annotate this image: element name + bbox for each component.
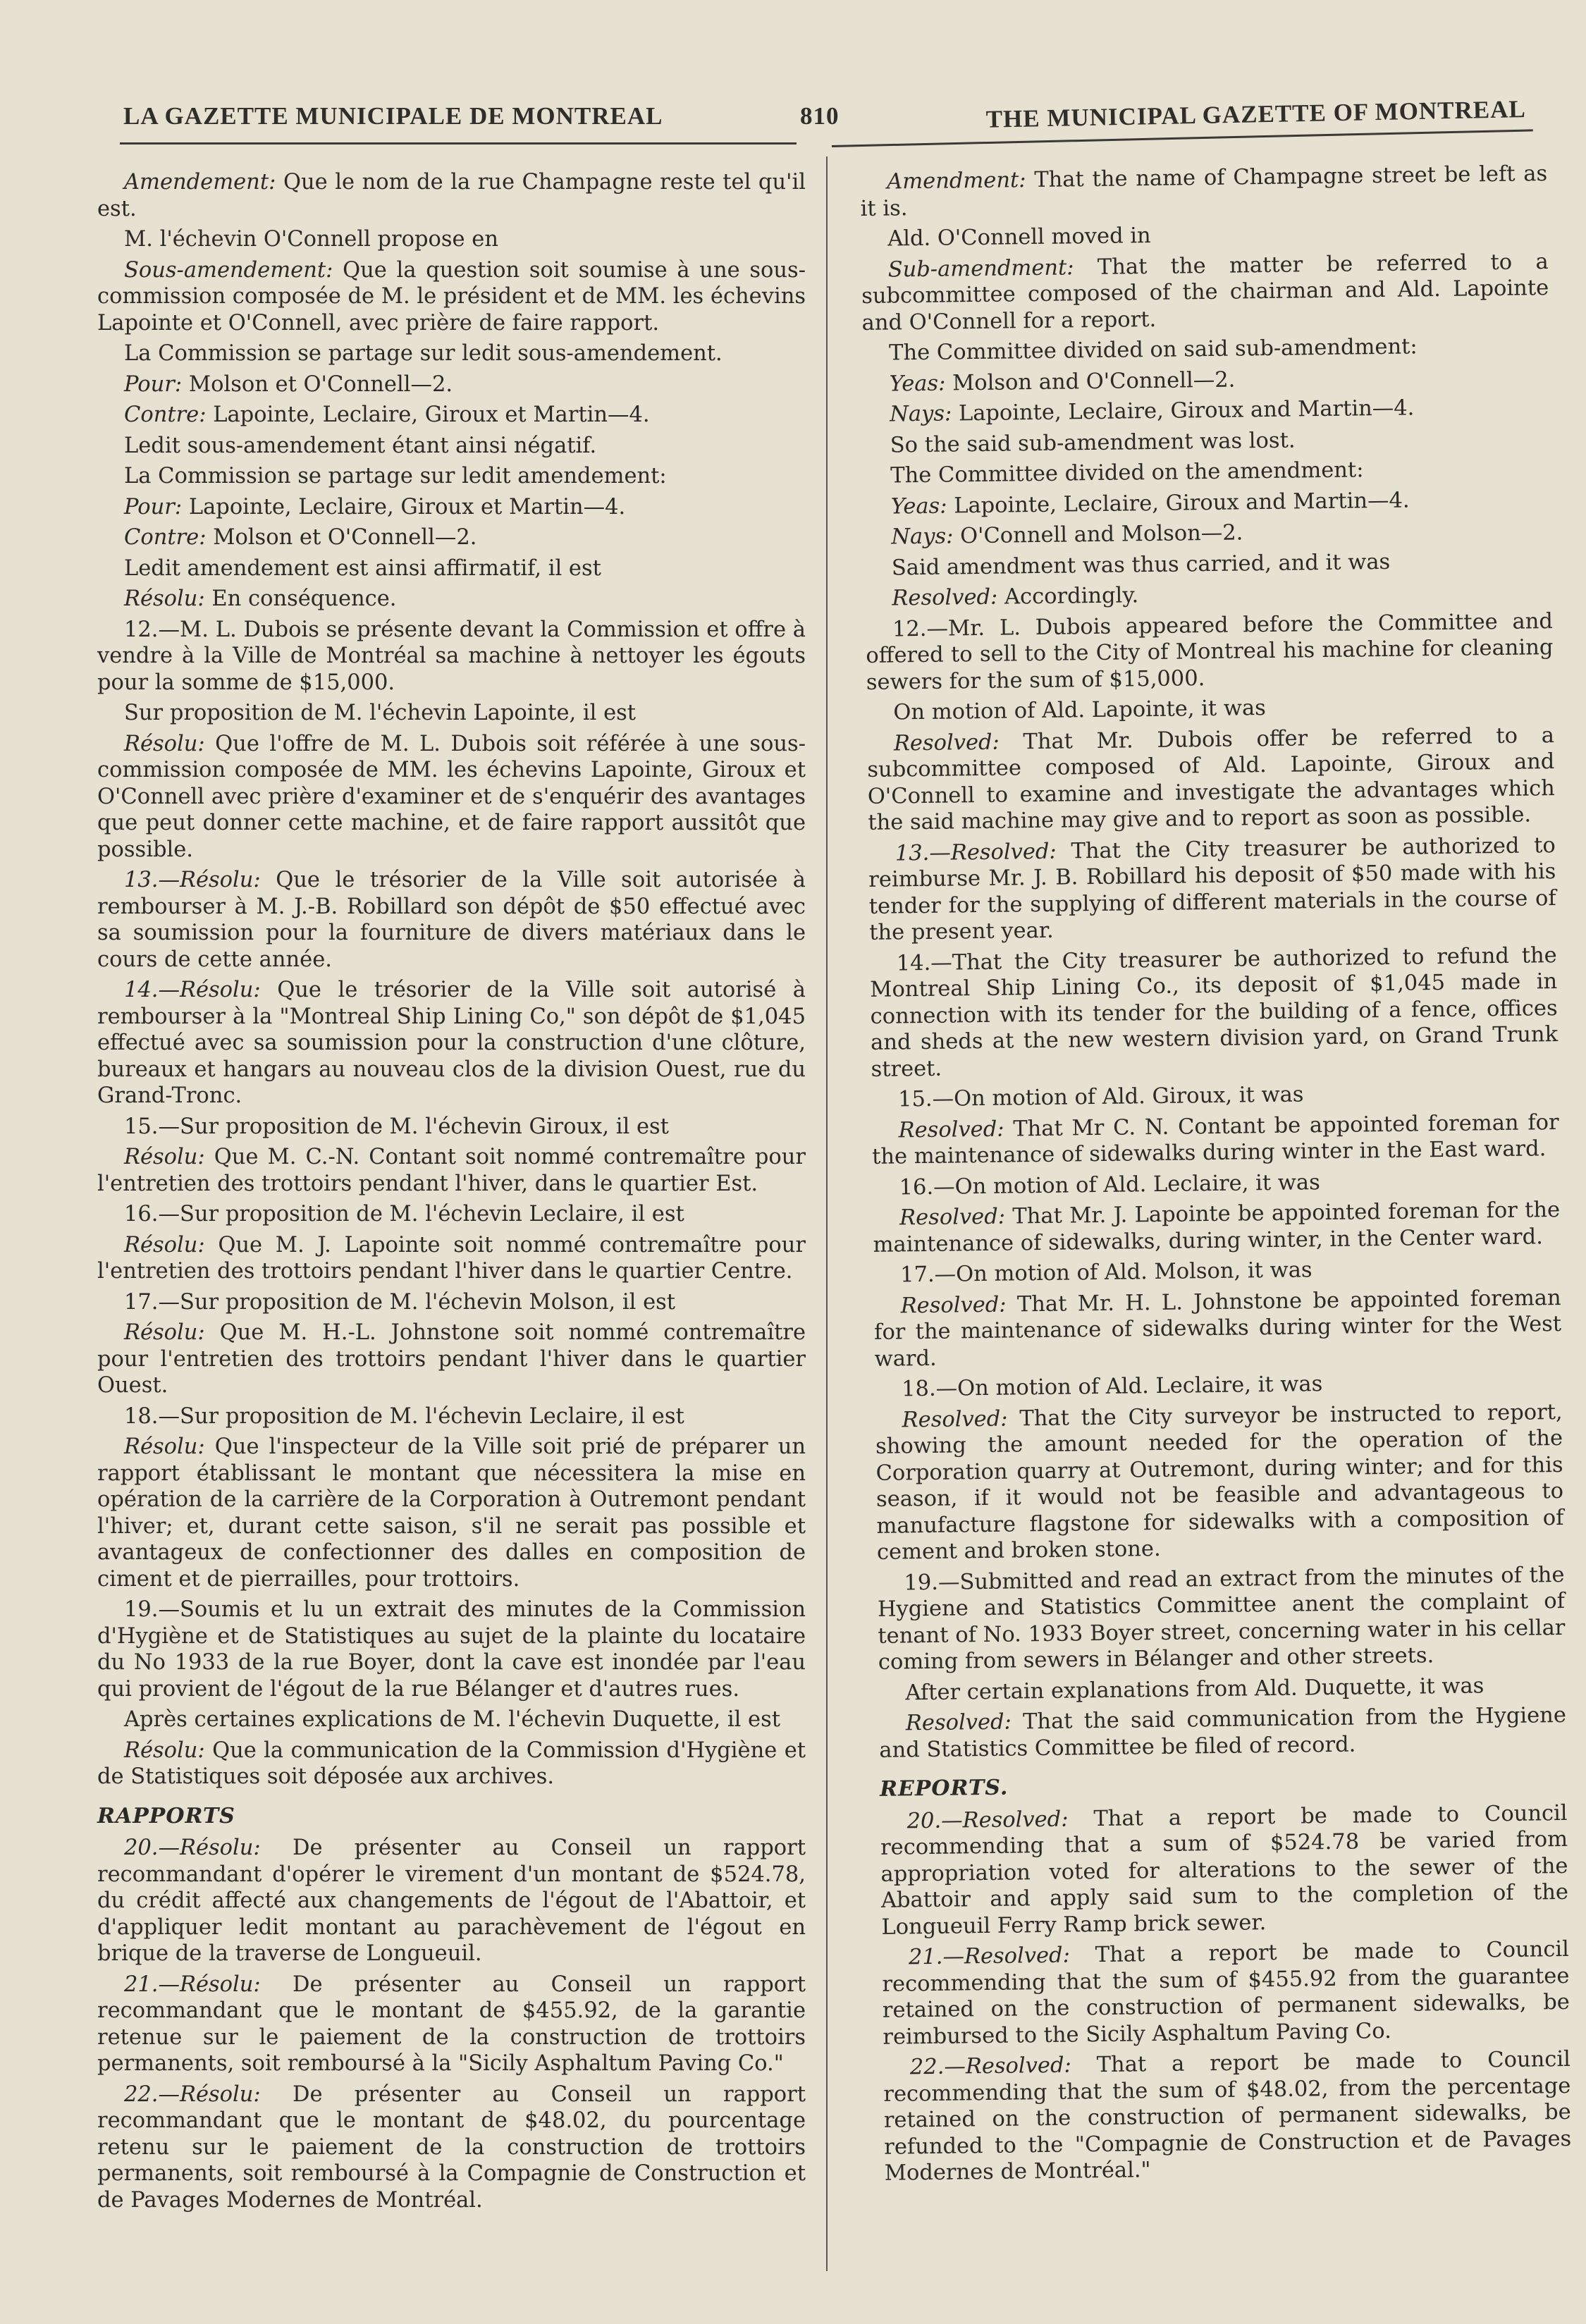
french-paragraph — [97, 1434, 806, 1592]
english-paragraph — [861, 249, 1549, 336]
french-paragraph — [97, 1289, 806, 1316]
english-text: After certain explanations from Ald. Duquette, it was — [905, 1673, 1484, 1705]
english-lead: Nays: — [890, 401, 952, 427]
page-number: 810 — [800, 102, 840, 130]
french-text: Que M. J. Lapointe soit nommé contremaître pour l'entretien des trottoirs pendant l'hiver dans le quartier Centre. — [97, 1232, 806, 1284]
french-paragraph — [97, 700, 806, 727]
french-text: 18.—Sur proposition de M. l'échevin Leclaire, il est — [124, 1403, 684, 1429]
french-text: Que le trésorier de la Ville soit autorisé à rembourser à la "Montreal Ship Lining Co," son dépôt de $1,045 effectué avec sa soumission pour la construction d'une clôture, bureaux et hangars au nouveau clos de la division Ouest, rue du Grand-Tronc. — [97, 978, 806, 1108]
english-text: That the City treasurer be authorized to reimburse Mr. J. B. Robillard his deposit of $50 made with his tender for the supplying of different materials in the course of the present year. — [868, 832, 1556, 945]
english-text: 19.—Submitted and read an extract from the minutes of the Hygiene and Statistics Committee anent the complaint of tenant of No. 1933 Boyer street, concerning water in his cellar coming from sewers in Bélanger and other streets. — [877, 1562, 1566, 1675]
english-paragraph — [863, 455, 1551, 489]
english-lead: Resolved: — [898, 1117, 1004, 1143]
english-lead: Resolved: — [893, 730, 1000, 756]
french-lead: Contre: — [124, 402, 207, 427]
english-lead: 13.—Resolved: — [895, 839, 1057, 866]
english-paragraph — [873, 1284, 1561, 1372]
english-text: 16.—On motion of Ald. Leclaire, it was — [899, 1169, 1320, 1200]
french-lead: Résolu: — [124, 1738, 205, 1763]
french-text: 15.—Sur proposition de M. l'échevin Giroux, il est — [124, 1114, 669, 1139]
english-text: That the name of Champagne street be left as it is. — [860, 161, 1548, 221]
english-text: That Mr. Dubois offer be referred to a subcommittee composed of Ald. Lapointe, Giroux and O'Connell to examine and investigate the advantages which the said machine may give and to report as soon as possible. — [867, 723, 1556, 835]
header-rule-left — [120, 142, 797, 145]
french-report-paragraph — [97, 2082, 806, 2214]
french-text: Que le trésorier de la Ville soit autorisée à rembourser à M. J.-B. Robillard son dépôt de $50 effectué avec sa soumission pour la fourniture de divers matériaux dans le cours de cette année. — [97, 868, 806, 972]
english-text: Lapointe, Leclaire, Giroux and Martin—4. — [947, 488, 1410, 519]
french-text: 12.—M. L. Dubois se présente devant la Commission et offre à vendre à la Ville de Montréal sa machine à nettoyer les égouts pour la somme de $15,000. — [97, 617, 806, 695]
english-text: 17.—On motion of Ald. Molson, it was — [899, 1258, 1313, 1288]
header-french-title: LA GAZETTE MUNICIPALE DE MONTREAL — [123, 102, 663, 130]
column-divider — [826, 156, 828, 2271]
english-paragraph — [860, 161, 1548, 222]
english-text: The Committee divided on said sub-amendment: — [888, 334, 1418, 366]
french-paragraph — [97, 977, 806, 1109]
english-text: Lapointe, Leclaire, Giroux and Martin—4. — [952, 395, 1415, 426]
french-report-lead: 22.—Résolu: — [124, 2082, 261, 2107]
english-paragraph — [865, 577, 1552, 612]
english-paragraph — [875, 1398, 1564, 1566]
english-report-text: That a report be made to Council recommending that a sum of $524.78 be varied from appropriation voted for alterations to the sewer of the Abattoir and apply said sum to the completion of the Longueuil Ferry Ramp brick sewer. — [880, 1800, 1569, 1940]
english-report-text: That a report be made to Council recommending that the sum of $455.92 from the guarantee retained on the construction of permanent sidewalks, be reimbursed to the Sicily Asphaltum Paving Co. — [882, 1936, 1570, 2050]
english-text: That Mr. J. Lapointe be appointed foreman for the maintenance of sidewalks, during winter, in the Center ward. — [873, 1197, 1561, 1258]
english-text: O'Connell and Molson—2. — [953, 520, 1243, 549]
french-reports — [97, 1835, 806, 2213]
french-text: Molson et O'Connell—2. — [182, 371, 453, 397]
french-text: 16.—Sur proposition de M. l'échevin Leclaire, il est — [124, 1202, 684, 1226]
english-lead: Resolved: — [902, 1406, 1008, 1432]
english-lead: Nays: — [891, 524, 954, 550]
french-text: Sur proposition de M. l'échevin Lapointe, il est — [124, 701, 637, 725]
french-text: 19.—Soumis et lu un extrait des minutes de la Commission d'Hygiène et de Statistiques au sujet de la plainte du locataire du No 1933 de la rue Boyer, dont la cave est inondée par l'eau qui provient de l'égout de la rue Bélanger et d'autres rues. — [97, 1597, 806, 1702]
english-report-lead: 22.—Resolved: — [909, 2053, 1071, 2080]
english-paragraph — [878, 1671, 1566, 1706]
french-text: Molson et O'Connell—2. — [206, 525, 477, 550]
english-paragraph — [866, 691, 1554, 726]
english-text: The Committee divided on the amendment: — [890, 457, 1364, 488]
english-text: That the matter be referred to a subcommittee composed of the chairman and Ald. Lapointe and O'Connell for a report. — [861, 249, 1549, 336]
french-text: 17.—Sur proposition de M. l'échevin Molson, il est — [124, 1289, 676, 1315]
english-paragraph — [862, 332, 1549, 367]
english-paragraph — [879, 1702, 1567, 1764]
english-text: That the said communication from the Hygiene and Statistics Committee be filed of record. — [879, 1702, 1567, 1763]
french-text: Que l'inspecteur de la Ville soit prié de préparer un rapport établissant le montant que nécessitera la mise en opération de la carrière de la Corporation à Outremont pendant l'hiver; et, durant cette saison, s'il ne serait pas possible et avantageux de confectionner des dalles en composition de ciment et de pierrailles, pour trottoirs. — [97, 1434, 806, 1592]
running-header — [95, 95, 1526, 145]
french-report-paragraph — [97, 1835, 806, 1967]
english-text: 18.—On motion of Ald. Leclaire, it was — [901, 1372, 1323, 1402]
french-column — [97, 169, 806, 2218]
french-text: Que M. H.-L. Johnstone soit nommé contremaître pour l'entretien des trottoirs pendant l'hiver dans le quartier Ouest. — [97, 1320, 806, 1398]
french-paragraph — [97, 402, 806, 429]
english-text: On motion of Ald. Lapointe, it was — [893, 696, 1267, 725]
english-lead: Resolved: — [892, 584, 998, 611]
french-text: Ledit amendement est ainsi affirmatif, il est — [124, 555, 601, 581]
french-paragraph — [97, 1114, 806, 1141]
french-paragraph — [97, 463, 806, 490]
english-text: Said amendment was thus carried, and it was — [891, 549, 1391, 580]
english-minutes — [860, 161, 1567, 1764]
french-paragraph — [97, 867, 806, 973]
french-text: Que la question soit soumise à une sous-commission composée de M. le président et de MM. les échevins Lapointe et O'Connell, avec prière de faire rapport. — [97, 257, 806, 336]
english-paragraph — [867, 723, 1556, 837]
french-paragraph — [97, 371, 806, 398]
english-paragraph — [872, 1166, 1559, 1200]
french-lead: Résolu: — [124, 586, 205, 611]
french-text: Ledit sous-amendement étant ainsi négatif. — [124, 433, 597, 458]
english-text: 14.—That the City treasurer be authorized to refund the Montreal Ship Lining Co., its deposit of $1,045 made in connection with its tender for the building of a fence, offices and sheds at the new western division yard, on Grand Trunk street. — [870, 942, 1559, 1082]
french-text: M. l'échevin O'Connell propose en — [124, 227, 498, 252]
french-paragraph — [97, 586, 806, 613]
french-report-lead: 20.—Résolu: — [124, 1836, 261, 1860]
french-paragraph — [97, 1201, 806, 1228]
french-paragraph — [97, 433, 806, 460]
english-paragraph — [870, 942, 1559, 1083]
english-paragraph — [866, 608, 1554, 696]
english-column — [860, 161, 1572, 2191]
english-paragraph — [871, 1109, 1559, 1170]
french-text: Que le nom de la rue Champagne reste tel qu'il est. — [97, 170, 806, 221]
french-paragraph — [97, 340, 806, 367]
english-text: 12.—Mr. L. Dubois appeared before the Committee and offered to sell to the City of Montreal his machine for cleaning sewers for the sum of $15,000. — [866, 608, 1554, 695]
french-paragraph — [97, 1738, 806, 1790]
french-paragraph — [97, 617, 806, 696]
french-text: Que l'offre de M. L. Dubois soit référée à une sous-commission composée de MM. les échevins Lapointe, Giroux et O'Connell avec prière d'examiner et de s'enquérir des avantages que peut donner cette machine, et de faire rapport aussitôt que possible. — [97, 731, 806, 862]
french-lead: Pour: — [124, 371, 183, 397]
french-lead: Sous-amendement: — [124, 257, 333, 283]
french-lead: 13.—Résolu: — [124, 868, 261, 892]
english-paragraph — [864, 516, 1551, 551]
english-paragraph — [871, 1078, 1559, 1113]
french-text: La Commission se partage sur ledit amendement: — [124, 464, 667, 488]
french-text: Que M. C.-N. Contant soit nommé contremaître pour l'entretien des trottoirs pendant l'hiver, dans le quartier Est. — [97, 1145, 806, 1196]
english-paragraph — [861, 218, 1548, 252]
french-paragraph — [97, 1403, 806, 1430]
french-lead: Contre: — [124, 525, 207, 550]
french-report-text: De présenter au Conseil un rapport recommandant que le montant de $455.92, de la garantie retenue sur le paiement de la construction de trottoirs permanents, soit remboursé à la "Sicily Asphaltum Paving Co." — [97, 1972, 806, 2076]
english-paragraph — [863, 363, 1550, 398]
english-text: So the said sub-amendment was lost. — [890, 427, 1296, 458]
french-text: Que la communication de la Commission d'Hygiène et de Statistiques soit déposée aux archives. — [97, 1738, 806, 1789]
french-paragraph — [97, 169, 806, 222]
french-minutes — [97, 169, 806, 1790]
french-text: La Commission se partage sur ledit sous-amendement. — [124, 341, 723, 366]
french-lead: Résolu: — [124, 1232, 205, 1258]
french-lead: Résolu: — [124, 1145, 205, 1169]
english-reports — [880, 1800, 1571, 2187]
english-text: 15.—On motion of Ald. Giroux, it was — [897, 1082, 1304, 1112]
english-paragraph — [863, 424, 1551, 459]
english-report-paragraph — [882, 1936, 1570, 2051]
french-lead: Résolu: — [124, 731, 205, 756]
english-text: Accordingly. — [997, 583, 1139, 610]
english-section-title: REPORTS. — [879, 1775, 1009, 1802]
english-paragraph — [875, 1368, 1562, 1403]
french-text: Lapointe, Leclaire, Giroux et Martin—4. — [206, 402, 650, 427]
french-lead: 14.—Résolu: — [124, 978, 261, 1002]
header-english-title: THE MUNICIPAL GAZETTE OF MONTREAL — [985, 95, 1526, 133]
french-paragraph — [97, 555, 806, 582]
english-lead: Resolved: — [900, 1292, 1007, 1318]
french-text: Après certaines explications de M. l'échevin Duquette, il est — [124, 1707, 780, 1732]
english-report-text: That a report be made to Council recommending that the sum of $48.02, from the percentage retained on the construction of permanent sidewalks, be refunded to the "Compagnie de Construction et de Pavages Modernes de Montréal." — [883, 2046, 1572, 2186]
french-text: Lapointe, Leclaire, Giroux et Martin—4. — [182, 494, 626, 519]
french-paragraph — [97, 1232, 806, 1285]
english-paragraph — [877, 1561, 1566, 1676]
french-paragraph — [97, 494, 806, 521]
french-lead: Amendement: — [124, 170, 276, 195]
english-lead: Resolved: — [905, 1709, 1012, 1736]
english-text: That the City surveyor be instructed to report, showing the amount needed for the operation of the Corporation quarry at Outremont, during winter; and for this season, if it would not be feasible and advantageous to manufacture flagstone for sidewalks with a composition of cement and broken stone. — [875, 1399, 1564, 1565]
french-lead: Pour: — [124, 494, 183, 519]
english-text: Ald. O'Connell moved in — [887, 223, 1151, 252]
french-report-text: De présenter au Conseil un rapport recommandant que le montant de $48.02, du pourcentage retenu sur le paiement de la construction de trottoirs permanents, soit remboursé à la Compagnie de Construction et de Pavages Modernes de Montréal. — [97, 2082, 806, 2213]
english-paragraph — [865, 547, 1552, 582]
english-report-paragraph — [880, 1800, 1568, 1940]
english-text: That Mr. H. L. Johnstone be appointed foreman for the maintenance of sidewalks during winter for the West ward. — [873, 1285, 1562, 1372]
english-report-lead: 20.—Resolved: — [906, 1807, 1069, 1833]
french-paragraph — [97, 524, 806, 551]
french-paragraph — [97, 1320, 806, 1399]
french-paragraph — [97, 731, 806, 863]
french-paragraph — [97, 1597, 806, 1702]
french-report-paragraph — [97, 1972, 806, 2077]
french-report-text: De présenter au Conseil un rapport recommandant d'opérer le virement d'un montant de $524.78, du crédit affecté aux changements de l'égout de l'Abattoir, et d'appliquer ledit montant au parachèvement de l'égout en brique de la traverse de Longueuil. — [97, 1836, 806, 1966]
french-paragraph — [97, 226, 806, 253]
french-lead: Résolu: — [124, 1320, 205, 1345]
english-text: Molson and O'Connell—2. — [945, 367, 1236, 396]
english-paragraph — [863, 393, 1550, 428]
english-paragraph — [864, 486, 1551, 520]
french-paragraph — [97, 1144, 806, 1197]
english-report-paragraph — [883, 2046, 1572, 2187]
english-lead: Yeas: — [889, 371, 946, 397]
french-text: En conséquence. — [204, 586, 397, 611]
english-lead: Yeas: — [890, 493, 947, 519]
english-paragraph — [873, 1197, 1561, 1258]
french-lead: Résolu: — [124, 1434, 205, 1459]
english-paragraph — [868, 832, 1557, 947]
english-paragraph — [873, 1254, 1561, 1289]
french-section-title: RAPPORTS — [97, 1803, 235, 1828]
english-lead: Resolved: — [899, 1204, 1006, 1231]
english-report-lead: 21.—Resolved: — [908, 1943, 1071, 1970]
english-lead: Sub-amendment: — [887, 254, 1074, 283]
french-report-lead: 21.—Résolu: — [124, 1972, 261, 1997]
french-paragraph — [97, 257, 806, 337]
french-paragraph — [97, 1707, 806, 1733]
english-text: That Mr C. N. Contant be appointed foreman for the maintenance of sidewalks during winter in the East ward. — [871, 1109, 1559, 1169]
english-lead: Amendment: — [887, 168, 1026, 195]
